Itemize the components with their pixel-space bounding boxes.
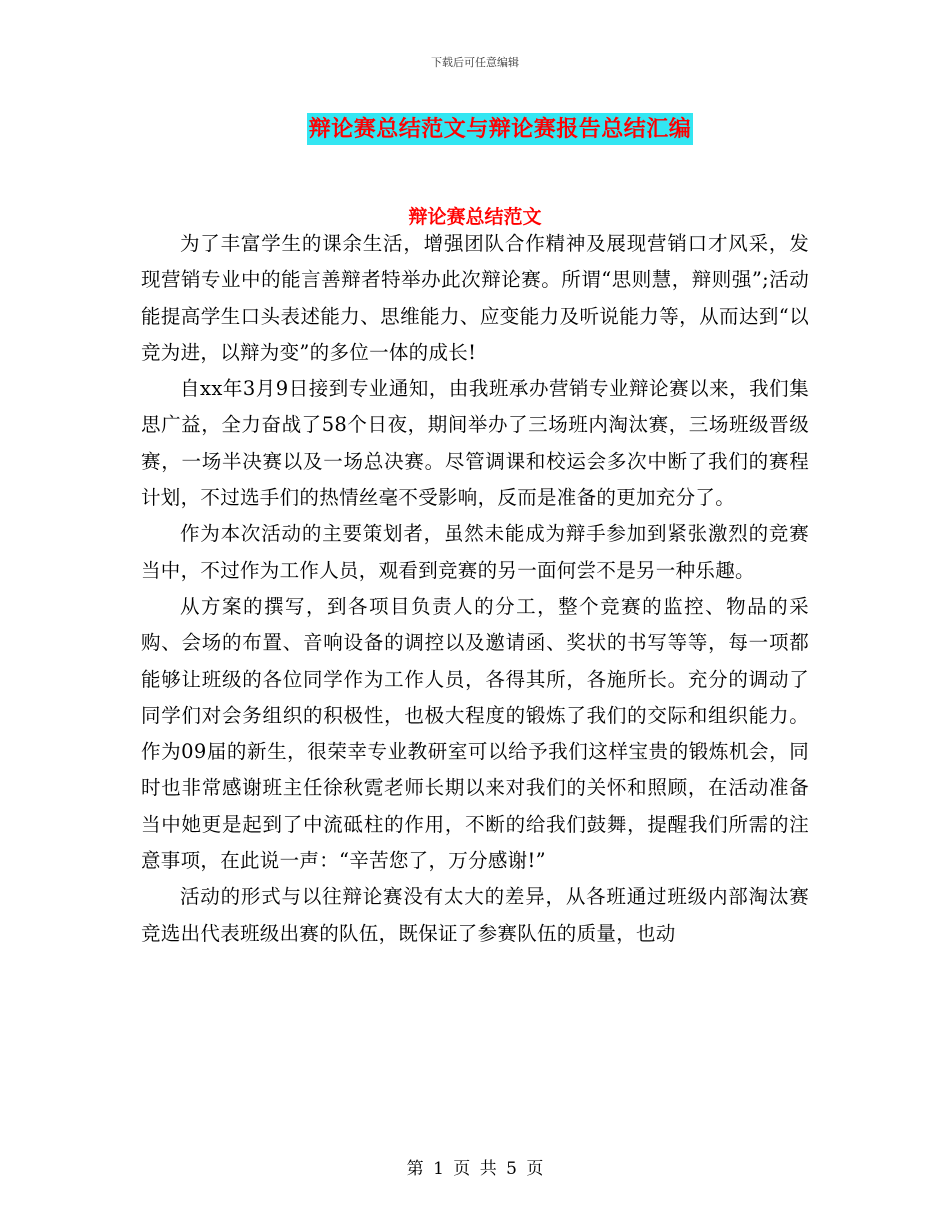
document-title: 辩论赛总结范文与辩论赛报告总结汇编 <box>307 113 694 145</box>
paragraph: 自xx年3月9日接到专业通知，由我班承办营销专业辩论赛以来，我们集思广益，全力奋战了58个日夜，期间举办了三场班内淘汰赛，三场班级晋级赛，一场半决赛以及一场总决赛。尽管调课和校运会多次中断了我们的赛程计划，不过选手们的热情丝毫不受影响，反而是准备的更加充分了。 <box>141 377 809 510</box>
header-note: 下载后可任意编辑 <box>431 56 519 69</box>
paragraph: 从方案的撰写，到各项目负责人的分工，整个竞赛的监控、物品的采购、会场的布置、音响设备的调控以及邀请函、奖状的书写等等，每一项都能够让班级的各位同学作为工作人员，各得其所，各施所长。充分的调动了同学们对会务组织的积极性，也极大程度的锻炼了我们的交际和组织能力。作为09届的新生，很荣幸专业教研室可以给予我们这样宝贵的锻炼机会，同时也非常感谢班主任徐秋霓老师长期以来对我们的关怀和照顾，在活动准备当中她更是起到了中流砥柱的作用，不断的给我们鼓舞，提醒我们所需的注意事项，在此说一声：“辛苦您了，万分感谢!” <box>141 594 809 873</box>
title-container <box>0 113 950 145</box>
paragraph: 作为本次活动的主要策划者，虽然未能成为辩手参加到紧张激烈的竞赛当中，不过作为工作人员，观看到竞赛的另一面何尝不是另一种乐趣。 <box>141 522 809 582</box>
section-title: 辩论赛总结范文 <box>408 206 542 228</box>
body-text <box>141 226 809 952</box>
paragraph: 活动的形式与以往辩论赛没有太大的差异，从各班通过班级内部淘汰赛竞选出代表班级出赛的队伍，既保证了参赛队伍的质量，也动 <box>141 885 809 945</box>
paragraph: 为了丰富学生的课余生活，增强团队合作精神及展现营销口才风采，发现营销专业中的能言善辩者特举办此次辩论赛。所谓“思则慧，辩则强”;活动能提高学生口头表述能力、思维能力、应变能力及听说能力等，从而达到“以竞为进，以辩为变”的多位一体的成长! <box>141 232 809 364</box>
page-footer: 第 1 页 共 5 页 <box>406 1159 544 1179</box>
